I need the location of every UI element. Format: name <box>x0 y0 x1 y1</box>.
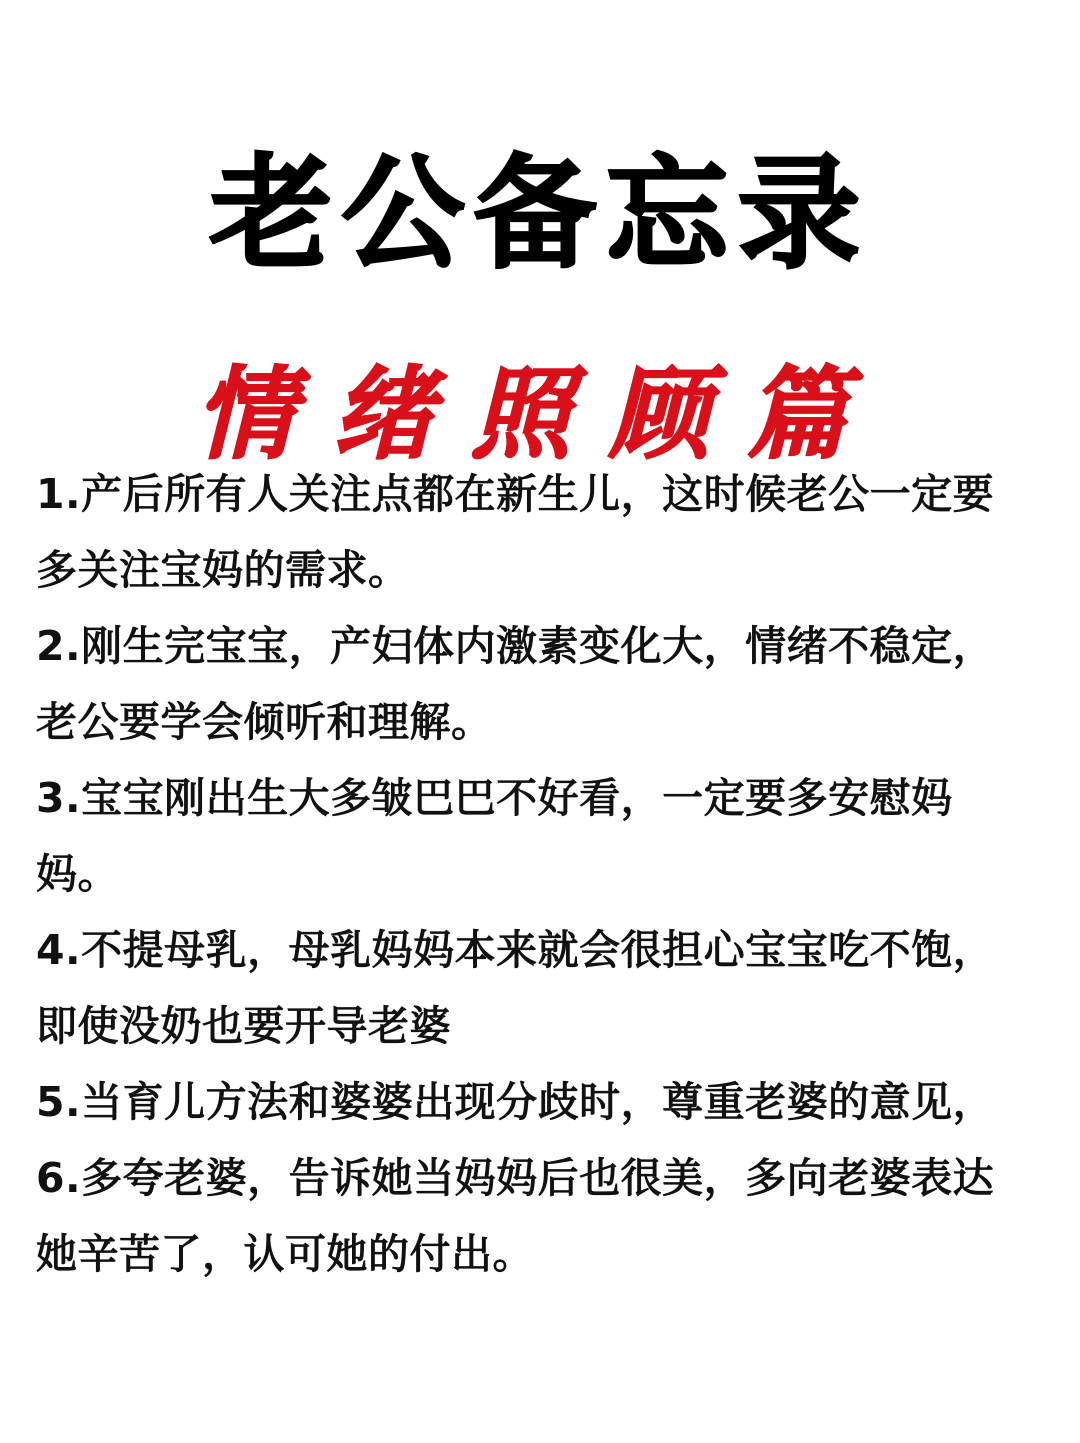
tip-item-3: 3.宝宝刚出生大多皱巴巴不好看，一定要多安慰妈妈。 <box>36 774 953 898</box>
tip-item-5: 5.当育儿方法和婆婆出现分歧时，尊重老婆的意见， <box>36 1078 995 1126</box>
page-title: 老公备忘录 <box>210 142 870 285</box>
tips-list <box>36 456 1026 1292</box>
tip-item-4: 4.不提母乳，母乳妈妈本来就会很担心宝宝吃不饱，即使没奶也要开导老婆 <box>36 926 995 1050</box>
page-subtitle: 情绪照顾篇 <box>195 356 885 473</box>
tip-item-2: 2.刚生完宝宝，产妇体内激素变化大，情绪不稳定，老公要学会倾听和理解。 <box>36 622 995 746</box>
tip-item-6: 6.多夸老婆，告诉她当妈妈后也很美，多向老婆表达她辛苦了，认可她的付出。 <box>36 1154 995 1278</box>
tip-item-1: 1.产后所有人关注点都在新生儿，这时候老公一定要多关注宝妈的需求。 <box>36 470 995 594</box>
